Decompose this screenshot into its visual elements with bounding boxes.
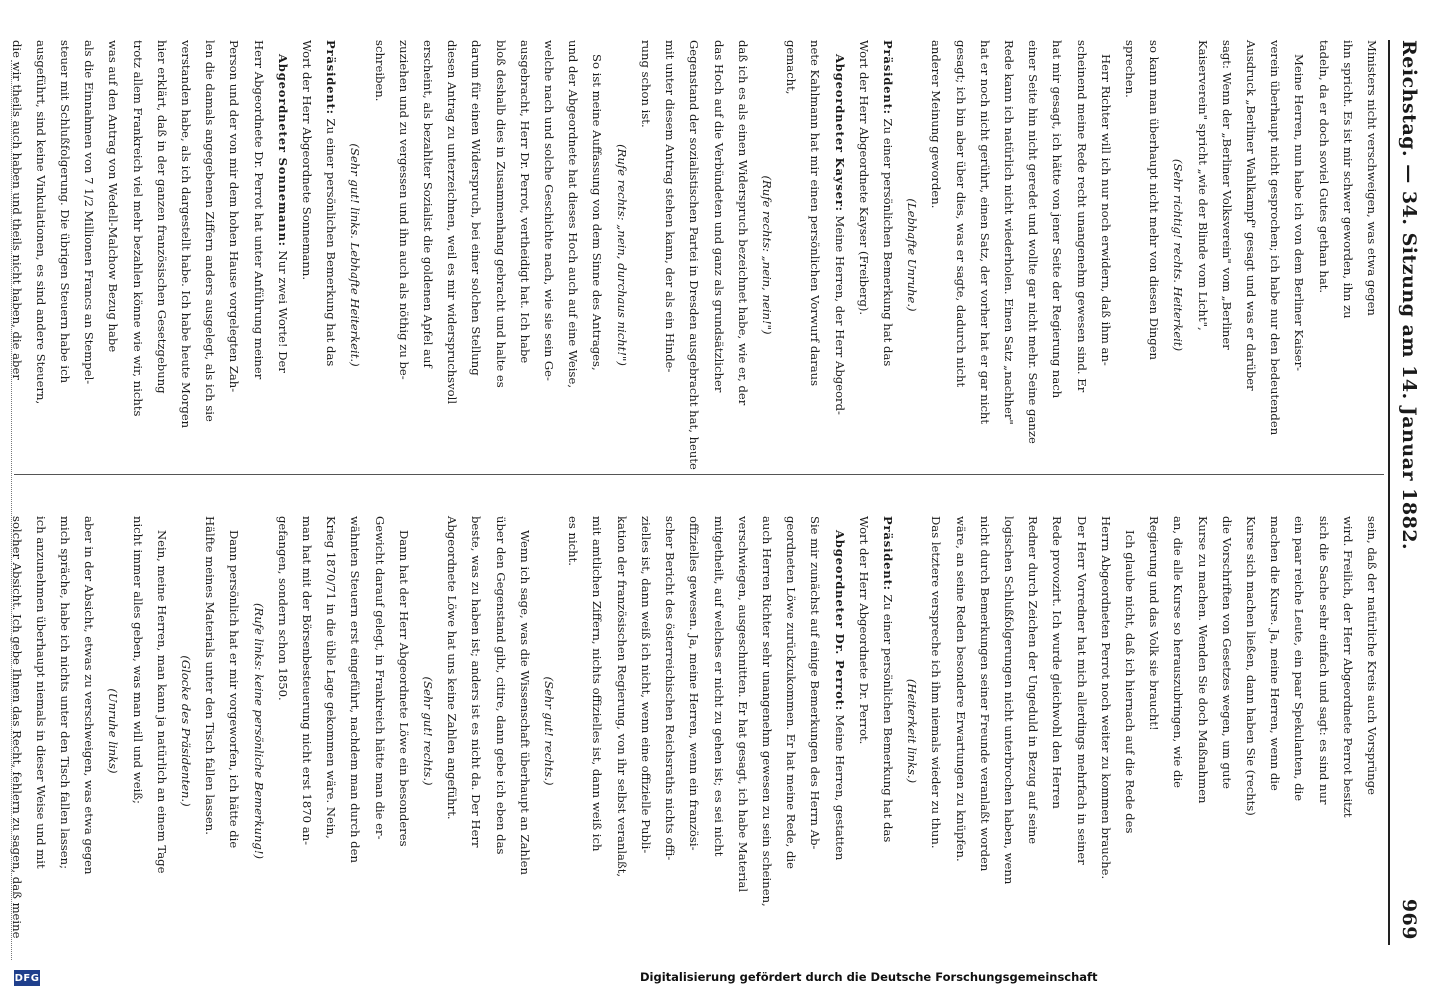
text-line: [682, 516, 706, 946]
line-text: bloß deshalb dies in Zusammenhang gebracht und halte es: [493, 40, 508, 388]
line-text: tadeln, da er doch soviel Gutes gethan hat.: [1316, 40, 1331, 294]
speaker-name: Präsident:: [880, 40, 895, 115]
text-line: [1142, 516, 1166, 946]
line-text: als die Einnahmen von 7 1/2 Millionen Francs an Stempel-: [82, 40, 97, 385]
text-line: [150, 40, 174, 470]
line-text: ihn spricht. Es ist mir schwer geworden, ihn zu: [1340, 40, 1355, 319]
line-text: gesagt; ich bin aber über dies, was er sagte, dadurch nicht: [953, 40, 968, 388]
text-line: [634, 40, 658, 470]
running-head: [1394, 40, 1424, 940]
stage-direction: [1166, 40, 1190, 470]
line-text: kation der französischen Regierung, von ihr selbst veranlaßt,: [614, 516, 629, 878]
text-line: [1336, 40, 1360, 470]
line-text: Zu einer persönlichen Bemerkung hat das: [880, 590, 895, 843]
text-line: [948, 40, 972, 470]
line-text: Gewicht darauf gelegt, in Frankreich hätte man die er-: [372, 516, 387, 840]
line-text: (Unruhe links): [106, 688, 121, 774]
line-text: scher Bericht des österreichischen Reichsraths nichts offi-: [663, 516, 678, 861]
text-line: [343, 516, 367, 946]
text-line: [973, 40, 997, 470]
text-line: [125, 40, 149, 470]
paragraph-start: [513, 516, 537, 946]
text-line: [1360, 516, 1384, 946]
text-line: [29, 40, 53, 470]
line-text: scheinend meine Rede recht unangenehm gewesen sind. Er: [1074, 40, 1089, 393]
text-line: [1360, 40, 1384, 470]
text-line: [440, 40, 464, 470]
line-text: die Vorschriften von Gesetzes wegen, um gute: [1219, 516, 1234, 789]
line-text: Wort der Herr Abgeordnete Sonnemann.: [300, 40, 315, 281]
speaker-line: [876, 516, 900, 946]
line-text: es nicht.: [566, 516, 581, 566]
line-text: mit amtlichen Ziffern, nichts offizielles ist, dann weiß ich: [590, 516, 605, 852]
stage-direction: [101, 516, 125, 946]
line-text: Rede provozirt. Ich wurde gleichwohl den Herren: [1050, 516, 1065, 809]
text-line: [29, 516, 53, 946]
line-text: über den Gegenstand gibt, citire, dann gebe ich eben das: [493, 516, 508, 855]
text-line: [1142, 40, 1166, 470]
line-text: darum für einen Widerspruch, bei einer solchen Stellung: [469, 40, 484, 376]
stage-direction: [537, 516, 561, 946]
paragraph-start: [585, 40, 609, 470]
text-line: [271, 516, 295, 946]
column-divider: [14, 474, 1384, 475]
dfg-logo: DFG: [14, 970, 40, 986]
line-text: hat er noch nicht gerührt, einen Satz, der vorher hat er gar nicht: [977, 40, 992, 425]
line-text: Person und der von mir dem hohen Hause vorgelegten Zah-: [227, 40, 242, 393]
line-text: gefangen, sondern schon 1850.: [275, 516, 290, 701]
line-text: (Heiterkeit links.): [905, 678, 920, 784]
text-line: [1287, 516, 1311, 946]
paragraph-start: [1118, 516, 1142, 946]
page-number: 969: [1398, 898, 1420, 940]
line-text: Zu einer persönlichen Bemerkung hat das: [324, 114, 339, 367]
line-text: Rede kann ich natürlich nicht wiederholen. Einen Satz „nachher": [1001, 40, 1016, 425]
text-line: [295, 516, 319, 946]
speaker-name: Präsident:: [880, 516, 895, 591]
line-text: (Glocke des Präsidenten.): [179, 655, 194, 807]
text-line: [924, 40, 948, 470]
speaker-name: Abgeordneter Dr. Perrot:: [832, 530, 847, 711]
text-line: [1239, 40, 1263, 470]
text-line: [464, 516, 488, 946]
text-line: [1239, 516, 1263, 946]
text-line: [779, 516, 803, 946]
speaker-name: Abgeordneter Kayser:: [832, 54, 847, 212]
text-line: [1045, 516, 1069, 946]
line-text: ausgeführt, sind keine Vinkulationen, es sind andere Steuern,: [33, 40, 48, 405]
line-text: Dann hat der Herr Abgeordnete Löwe ein besonderes: [396, 530, 411, 847]
line-text: (Sehr gut! rechts.): [542, 676, 557, 786]
line-text: mich spräche, habe ich nichts unter den Tisch fallen lassen;: [58, 516, 73, 870]
line-text: nicht immer alles geben, was man will und weiß;: [130, 516, 145, 804]
text-line: [731, 40, 755, 470]
line-text: (Sehr richtig! rechts. Heiterkeit): [1171, 158, 1186, 352]
line-text: auch Herren Richter sehr unangenehm gewesen zu sein scheinen,: [759, 516, 774, 907]
line-text: ausgebracht, Herr Dr. Perrot, vertheidigt hat. Ich habe: [517, 40, 532, 364]
speaker-line: [319, 40, 343, 470]
line-text: machen die Kurse. Ja, meine Herren, wenn die: [1268, 516, 1283, 791]
line-text: (Lebhafte Unruhe.): [905, 198, 920, 312]
text-line: [319, 516, 343, 946]
speaker-name: Abgeordneter Sonnemann:: [275, 54, 290, 247]
text-line: [53, 516, 77, 946]
text-line: [852, 516, 876, 946]
line-text: Zu einer persönlichen Bemerkung hat das: [880, 114, 895, 367]
line-text: Nur zwei Worte! Der: [275, 246, 290, 373]
line-text: an, die alle Kurse so herauszubringen, wie die: [1171, 516, 1186, 789]
page-title: Reichstag. — 34. Sitzung am 14. Januar 1882.: [1398, 40, 1420, 551]
digitization-credit: Digitalisierung gefördert durch die Deutsche Forschungsgemeinschaft: [640, 970, 1098, 984]
text-line: [488, 516, 512, 946]
speaker-line: [876, 40, 900, 470]
line-text: ich anzunehmen überhaupt niemals in dieser Weise und mit: [33, 516, 48, 869]
text-line: [1166, 516, 1190, 946]
line-text: diesen Antrag zu unterzeichnen, weil es mir widerspruchsvoll: [445, 40, 460, 405]
line-text: beste, was zu haben ist; anders ist es nicht da. Der Herr: [469, 516, 484, 848]
text-line: [852, 40, 876, 470]
line-text: die wir theils auch haben und theils nicht haben, die aber: [9, 40, 24, 380]
paragraph-start: [827, 516, 851, 946]
paragraph-start: [392, 516, 416, 946]
line-text: Regierung und das Volk sie braucht!: [1147, 516, 1162, 731]
text-line: [948, 516, 972, 946]
text-line: [561, 516, 585, 946]
stage-direction: [343, 40, 367, 470]
text-line: [1021, 40, 1045, 470]
text-line: [1263, 516, 1287, 946]
line-text: hat mir gesagt, ich hätte von jener Seite der Regierung nach: [1050, 40, 1065, 399]
line-text: steuer mit Schlußfolgerung. Die übrigen Steuern habe ich: [58, 40, 73, 384]
text-line: [198, 40, 222, 470]
stage-direction: [900, 516, 924, 946]
line-text: nete Kahlmann hat mir einen persönlichen Vorwurf daraus: [808, 40, 823, 387]
line-text: Dann persönlich hat er mir vorgeworfen, ich hätte die: [227, 530, 242, 849]
stage-direction: [416, 516, 440, 946]
paragraph-start: [827, 40, 851, 470]
text-line: [755, 516, 779, 946]
line-text: Meine Herren, nun habe ich von dem Berliner Kaiser-: [1292, 54, 1307, 372]
line-text: man hat mit der Börsenbesteuerung nicht erst 1870 an-: [300, 516, 315, 845]
line-text: Der Herr Vorredner hat mich allerdings mehrfach in seiner: [1074, 516, 1089, 865]
line-text: sprechen.: [1122, 40, 1137, 98]
line-text: Wenn ich sage, was die Wissenschaft überhaupt an Zahlen: [517, 530, 532, 876]
line-text: sein, daß der natürliche Kreis auch Vorsprünge: [1365, 516, 1379, 795]
text-line: [246, 40, 270, 470]
line-text: das Hoch auf die Verbündeten und ganz als grundsätzlicher: [711, 40, 726, 393]
line-text: ein paar reiche Leute, ein paar Spekulanten, die: [1292, 516, 1307, 802]
line-text: Kurse sich machen ließen, dann haben Sie (rechts): [1243, 516, 1258, 816]
line-text: Meine Herren, der Herr Abgeord-: [832, 211, 847, 415]
paragraph-start: [271, 40, 295, 470]
text-line: [1336, 516, 1360, 946]
text-line: [537, 40, 561, 470]
line-text: Wort der Herr Abgeordnete Kayser (Freiberg).: [856, 40, 871, 316]
line-text: nicht durch Bemerkungen seiner Freunde veranlaßt worden: [977, 516, 992, 872]
text-line: [1311, 40, 1335, 470]
stage-direction: [174, 516, 198, 946]
stage-direction: [246, 516, 270, 946]
line-text: Abgeordnete Löwe hat uns keine Zahlen angeführt.: [445, 516, 460, 820]
line-text: Nein, meine Herren, man kann ja natürlich an einem Tage: [154, 530, 169, 874]
text-line: [1215, 40, 1239, 470]
line-text: Das letztere verspreche ich ihm niemals wieder zu thun.: [929, 516, 944, 849]
text-line: [125, 516, 149, 946]
paragraph-start: [150, 516, 174, 946]
line-text: welche nach und solche Geschichte nach, wie sie sein Ge-: [542, 40, 557, 381]
bottom-rule: [5, 60, 12, 960]
text-line: [488, 40, 512, 470]
line-text: rung schon ist.: [638, 40, 653, 128]
text-line: [174, 40, 198, 470]
text-line: [706, 40, 730, 470]
line-text: Sie mir zunächst auf einige Bemerkungen des Herrn Ab-: [808, 516, 823, 850]
text-line: [416, 40, 440, 470]
line-text: wähnten Steuern erst eingeführt, nachdem man durch den: [348, 516, 363, 863]
text-line: [973, 516, 997, 946]
line-text: aber in der Absicht, etwas zu verschweigen, was etwa gegen: [82, 516, 97, 875]
text-line: [77, 40, 101, 470]
header-rule: [1388, 40, 1390, 945]
text-line: [0, 40, 4, 470]
line-text: Krieg 1870/71 in die üble Lage gekommen wäre. Nein,: [324, 516, 339, 839]
text-line: [295, 40, 319, 470]
text-line: [997, 516, 1021, 946]
line-text: sich die Sache sehr einfach und sagt: es sind nur: [1316, 516, 1331, 805]
text-line: [464, 40, 488, 470]
line-text: sagt: Wenn der „Berliner Volksverein" vom „Berliner: [1219, 40, 1234, 350]
line-text: erscheint, als bezahlter Sozialist die goldenen Apfel auf: [421, 40, 436, 368]
text-line: [682, 40, 706, 470]
line-text: und der Abgeordnete hat dieses Hoch auch auf eine Weise,: [566, 40, 581, 388]
line-text: Wort der Herr Abgeordnete Dr. Perrot.: [856, 516, 871, 745]
text-line: [77, 516, 101, 946]
line-text: Kaiserverein" spricht „wie der Blinde vom Licht",: [1195, 40, 1210, 331]
text-line: [367, 40, 391, 470]
text-line: [1021, 516, 1045, 946]
line-text: Herrn Abgeordneten Perrot noch weiter zu kommen brauche.: [1098, 516, 1113, 880]
line-text: Kurse zu machen. Wenden Sie doch Maßnahmen: [1195, 516, 1210, 804]
text-line: [610, 516, 634, 946]
paragraph-start: [222, 516, 246, 946]
text-line: [1069, 40, 1093, 470]
text-line: [779, 40, 803, 470]
text-line: [585, 516, 609, 946]
line-text: Gegenstand der sozialistischen Partei in Dresden ausgebracht hat, heute: [687, 40, 702, 470]
text-line: [634, 516, 658, 946]
line-text: Redner durch Zeichen der Ungeduld in Bezug auf seine: [1026, 516, 1041, 845]
text-line: [1311, 516, 1335, 946]
line-text: zuziehen und zu vergessen und ihn auch als nöthig zu be-: [396, 40, 411, 380]
text-line: [706, 516, 730, 946]
line-text: zielles ist, dann weiß ich nicht, wenn eine offizielle Publi-: [638, 516, 653, 854]
text-line: [1215, 516, 1239, 946]
line-text: Herr Richter will ich nur noch erwidern, daß ihm an-: [1098, 54, 1113, 366]
text-line: [658, 40, 682, 470]
line-text: geordneten Löwe zurückzukommen. Er hat meine Rede, die: [784, 516, 799, 869]
line-text: so kann man überhaupt nicht mehr von diesen Dingen: [1147, 40, 1162, 361]
line-text: wird. Freilich, der Herr Abgeordnete Perrot besitzt: [1340, 516, 1355, 818]
text-line: [997, 40, 1021, 470]
stage-direction: [610, 40, 634, 470]
line-text: (Rufe rechts: „nein, durchaus nicht!"): [614, 144, 629, 366]
line-text: len die damals angegebenen Ziffern anders ausgelegt, als ich sie: [203, 40, 218, 422]
line-text: was auf den Antrag von Wedell-Malchow Bezug habe: [106, 40, 121, 353]
line-text: mitgetheilt, auf welches er nicht zu gehen ist; es sei nicht: [711, 516, 726, 857]
text-line: [1069, 516, 1093, 946]
line-text: logischen Schlußfolgerungen nicht unterbrochen haben, wenn: [1001, 516, 1016, 885]
line-text: mit unter diesem Antrag stehen kann, der als ein Hinde-: [663, 40, 678, 373]
paragraph-start: [1094, 40, 1118, 470]
line-text: Ich glaube nicht, daß ich hiernach auf die Rede des: [1122, 530, 1137, 834]
line-text: (Rufe links: keine persönliche Bemerkung!): [251, 602, 266, 860]
text-line: [803, 40, 827, 470]
text-line: [1190, 40, 1214, 470]
line-text: So ist meine Auffassung von dem Sinne des Antrages,: [590, 54, 605, 371]
text-line: [1045, 40, 1069, 470]
line-text: (Rufe rechts: „nein, nein!"): [759, 175, 774, 335]
line-text: Hälfte meines Materials unter den Tisch fallen lassen.: [203, 516, 218, 835]
left-text-column: [9, 40, 1384, 470]
text-line: [367, 516, 391, 946]
line-text: verschwiegen, ausgeschnitten. Er hat gesagt, ich habe Material: [735, 516, 750, 893]
text-line: [1263, 40, 1287, 470]
line-text: Herr Abgeordnete Dr. Perrot hat unter Anführung meiner: [251, 40, 266, 380]
line-text: (Sehr gut! links. Lebhafte Heiterkeit.): [348, 143, 363, 367]
text-line: [731, 516, 755, 946]
text-line: [513, 40, 537, 470]
line-text: einer Seite hin nicht geredet und wollte gar nicht mehr. Seine ganze: [1026, 40, 1041, 444]
text-line: [392, 40, 416, 470]
stage-direction: [900, 40, 924, 470]
line-text: gemacht,: [784, 40, 799, 95]
text-line: [803, 516, 827, 946]
text-line: [101, 40, 125, 470]
line-text: solcher Absicht. Ich gebe Ihnen das Recht, fehlern zu sagen, daß meine: [9, 516, 24, 939]
text-line: [1190, 516, 1214, 946]
text-line: [658, 516, 682, 946]
line-text: (Sehr gut! rechts.): [421, 676, 436, 786]
stage-direction: [755, 40, 779, 470]
text-line: [1094, 516, 1118, 946]
text-line: [924, 516, 948, 946]
text-line: [198, 516, 222, 946]
line-text: anderer Meinung geworden.: [929, 40, 944, 209]
text-line: [440, 516, 464, 946]
line-text: trotz allem Frankreich viel mehr bezahlen könne wie wir, nichts: [130, 40, 145, 417]
line-text: Ausdruck „Berliner Wahlkampf" gesagt und was er darüber: [1243, 40, 1258, 391]
text-line: [53, 40, 77, 470]
line-text: wäre, an seine Reden besondere Erwartungen zu knüpfen.: [953, 516, 968, 862]
line-text: verein überhaupt nicht gesprochen; ich habe nur den bedeutenden: [1268, 40, 1283, 436]
text-line: [561, 40, 585, 470]
line-text: Ministers nicht verschweigen, was etwa gegen: [1365, 40, 1379, 316]
line-text: verstanden habe, als ich dargestellt habe. Ich habe heute Morgen: [179, 40, 194, 429]
line-text: Meine Herren, gestatten: [832, 710, 847, 861]
line-text: daß ich es als einen Widerspruch bezeichnet habe, wie er, der: [735, 40, 750, 406]
line-text: hier erklärt, daß in der ganzen französischen Gesetzgebung: [154, 40, 169, 394]
line-text: schreiben.: [372, 40, 387, 102]
speaker-name: Präsident:: [324, 40, 339, 115]
paragraph-start: [1287, 40, 1311, 470]
text-line: [1118, 40, 1142, 470]
text-line: [222, 40, 246, 470]
right-text-column: [9, 516, 1384, 946]
line-text: offizielles gewesen. Ja, meine Herren, wenn ein französi-: [687, 516, 702, 851]
